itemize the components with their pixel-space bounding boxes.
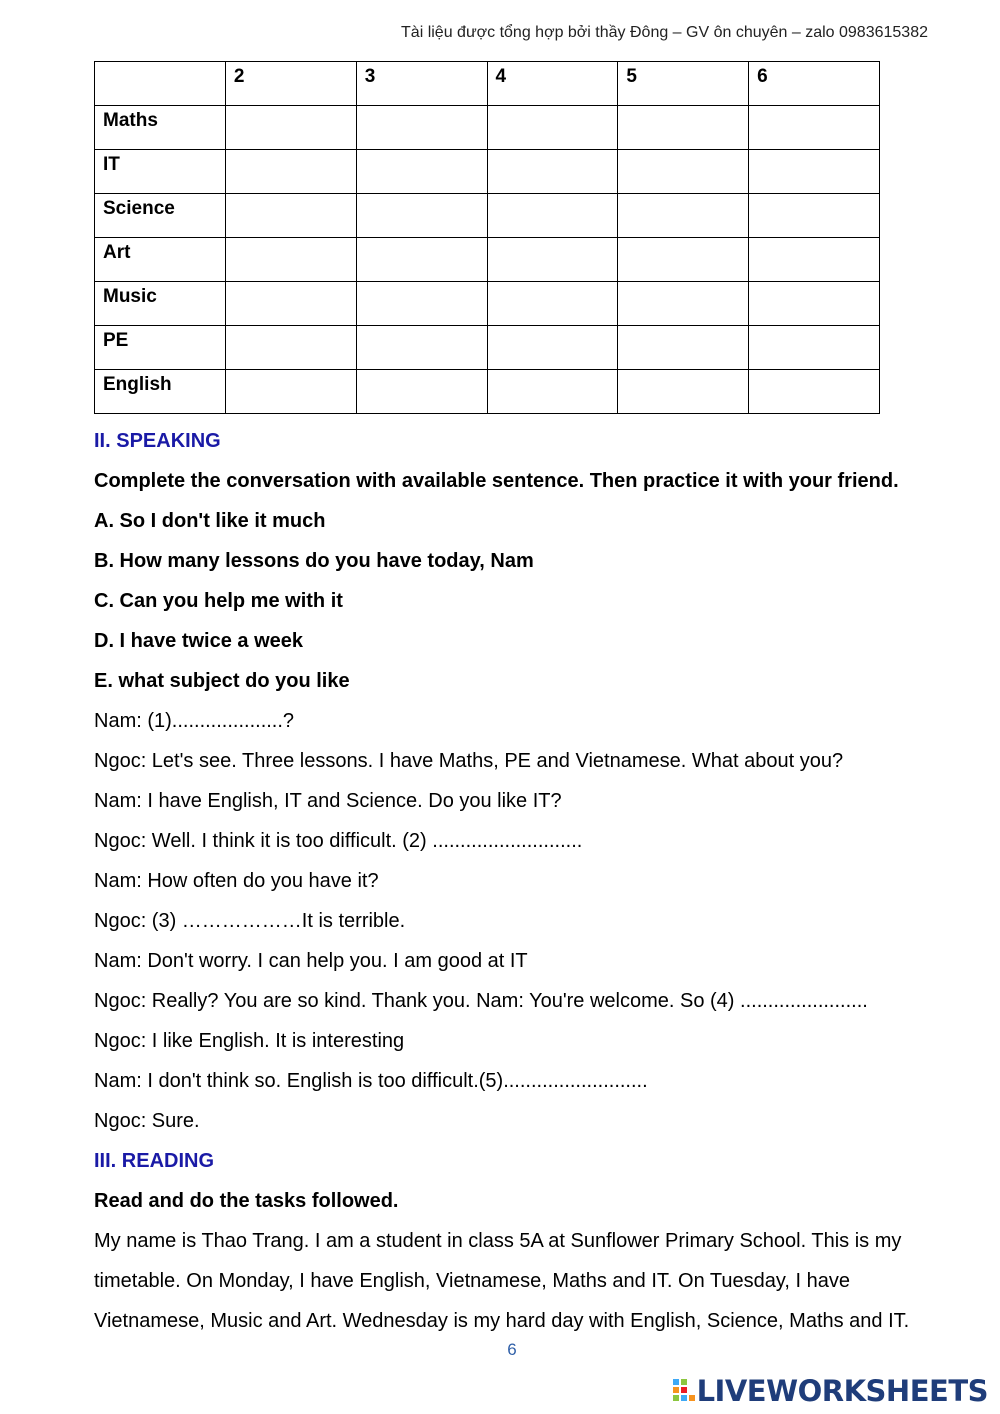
- option-item: E. what subject do you like: [94, 670, 350, 692]
- answer-cell[interactable]: [487, 282, 618, 326]
- answer-cell[interactable]: [356, 238, 487, 282]
- subject-cell: Science: [95, 194, 226, 238]
- dialogue-line: Ngoc: Really? You are so kind. Thank you. Nam: You're welcome. So (4) .......................: [94, 990, 868, 1012]
- dialogue-line: Nam: I don't think so. English is too difficult.(5)..........................: [94, 1070, 648, 1092]
- dialogue-line: Ngoc: Let's see. Three lessons. I have Maths, PE and Vietnamese. What about you?: [94, 750, 844, 772]
- answer-cell[interactable]: [618, 150, 749, 194]
- liveworksheets-logo-icon: [673, 1379, 695, 1403]
- timetable: [94, 61, 880, 414]
- table-row: [95, 238, 880, 282]
- subject-cell: Art: [95, 238, 226, 282]
- answer-cell[interactable]: [356, 150, 487, 194]
- answer-cell[interactable]: [618, 326, 749, 370]
- answer-cell[interactable]: [749, 370, 880, 414]
- speaking-instruction: Complete the conversation with available sentence. Then practice it with your friend.: [94, 470, 899, 492]
- passage-line: My name is Thao Trang. I am a student in class 5A at Sunflower Primary School. This is my: [94, 1230, 902, 1252]
- answer-cell[interactable]: [487, 150, 618, 194]
- passage-line: timetable. On Monday, I have English, Vietnamese, Maths and IT. On Tuesday, I have: [94, 1270, 850, 1292]
- answer-cell[interactable]: [225, 326, 356, 370]
- dialogue-line: Nam: How often do you have it?: [94, 870, 379, 892]
- worksheet-content: [94, 421, 934, 1341]
- passage-line: Vietnamese, Music and Art. Wednesday is my hard day with English, Science, Maths and IT.: [94, 1310, 910, 1332]
- table-row: [95, 326, 880, 370]
- answer-cell[interactable]: [356, 194, 487, 238]
- reading-heading: III. READING: [94, 1150, 215, 1172]
- answer-cell[interactable]: [487, 370, 618, 414]
- answer-cell[interactable]: [225, 194, 356, 238]
- dialogue-line: Ngoc: I like English. It is interesting: [94, 1030, 405, 1052]
- liveworksheets-brand[interactable]: [673, 1374, 988, 1408]
- answer-cell[interactable]: [225, 238, 356, 282]
- answer-cell[interactable]: [356, 326, 487, 370]
- answer-cell[interactable]: [749, 106, 880, 150]
- answer-cell[interactable]: [225, 370, 356, 414]
- answer-cell[interactable]: [225, 282, 356, 326]
- answer-cell[interactable]: [487, 326, 618, 370]
- subject-cell: IT: [95, 150, 226, 194]
- table-header-row: [95, 62, 880, 106]
- answer-cell[interactable]: [356, 370, 487, 414]
- answer-cell[interactable]: [749, 238, 880, 282]
- table-header-cell: 4: [487, 62, 618, 106]
- answer-cell[interactable]: [487, 106, 618, 150]
- answer-cell[interactable]: [487, 238, 618, 282]
- answer-cell[interactable]: [618, 194, 749, 238]
- table-header-cell: 2: [225, 62, 356, 106]
- answer-cell[interactable]: [487, 194, 618, 238]
- subject-cell: Music: [95, 282, 226, 326]
- answer-cell[interactable]: [356, 282, 487, 326]
- subject-cell: Maths: [95, 106, 226, 150]
- speaking-heading: II. SPEAKING: [94, 430, 221, 452]
- table-header-cell: 6: [749, 62, 880, 106]
- answer-cell[interactable]: [356, 106, 487, 150]
- table-header-cell: 5: [618, 62, 749, 106]
- answer-cell[interactable]: [225, 106, 356, 150]
- answer-cell[interactable]: [618, 106, 749, 150]
- table-row: [95, 370, 880, 414]
- answer-cell[interactable]: [618, 370, 749, 414]
- answer-cell[interactable]: [225, 150, 356, 194]
- dialogue-line: Ngoc: Sure.: [94, 1110, 200, 1132]
- option-item: A. So I don't like it much: [94, 510, 326, 532]
- dialogue-line: Nam: Don't worry. I can help you. I am good at IT: [94, 950, 528, 972]
- answer-cell[interactable]: [749, 194, 880, 238]
- subject-cell: PE: [95, 326, 226, 370]
- table-row: [95, 282, 880, 326]
- table-header-cell: 3: [356, 62, 487, 106]
- option-item: B. How many lessons do you have today, Nam: [94, 550, 534, 572]
- dialogue-line: Nam: (1)....................?: [94, 710, 295, 732]
- table-row: [95, 106, 880, 150]
- page-header: Tài liệu được tổng hợp bởi thầy Đông – GV ôn chuyên – zalo 0983615382: [401, 24, 928, 41]
- option-item: D. I have twice a week: [94, 630, 303, 652]
- answer-cell[interactable]: [749, 282, 880, 326]
- dialogue-line: Ngoc: (3) ………………It is terrible.: [94, 910, 406, 932]
- reading-instruction: Read and do the tasks followed.: [94, 1190, 399, 1212]
- answer-cell[interactable]: [749, 326, 880, 370]
- table-row: [95, 150, 880, 194]
- page-number: 6: [507, 1340, 517, 1359]
- subject-cell: English: [95, 370, 226, 414]
- table-header-cell: [95, 62, 226, 106]
- dialogue-line: Nam: I have English, IT and Science. Do you like IT?: [94, 790, 562, 812]
- answer-cell[interactable]: [618, 238, 749, 282]
- table-row: [95, 194, 880, 238]
- answer-cell[interactable]: [749, 150, 880, 194]
- answer-cell[interactable]: [618, 282, 749, 326]
- brand-text: LIVEWORKSHEETS: [696, 1374, 988, 1408]
- option-item: C. Can you help me with it: [94, 590, 343, 612]
- dialogue-line: Ngoc: Well. I think it is too difficult. (2) ...........................: [94, 830, 583, 852]
